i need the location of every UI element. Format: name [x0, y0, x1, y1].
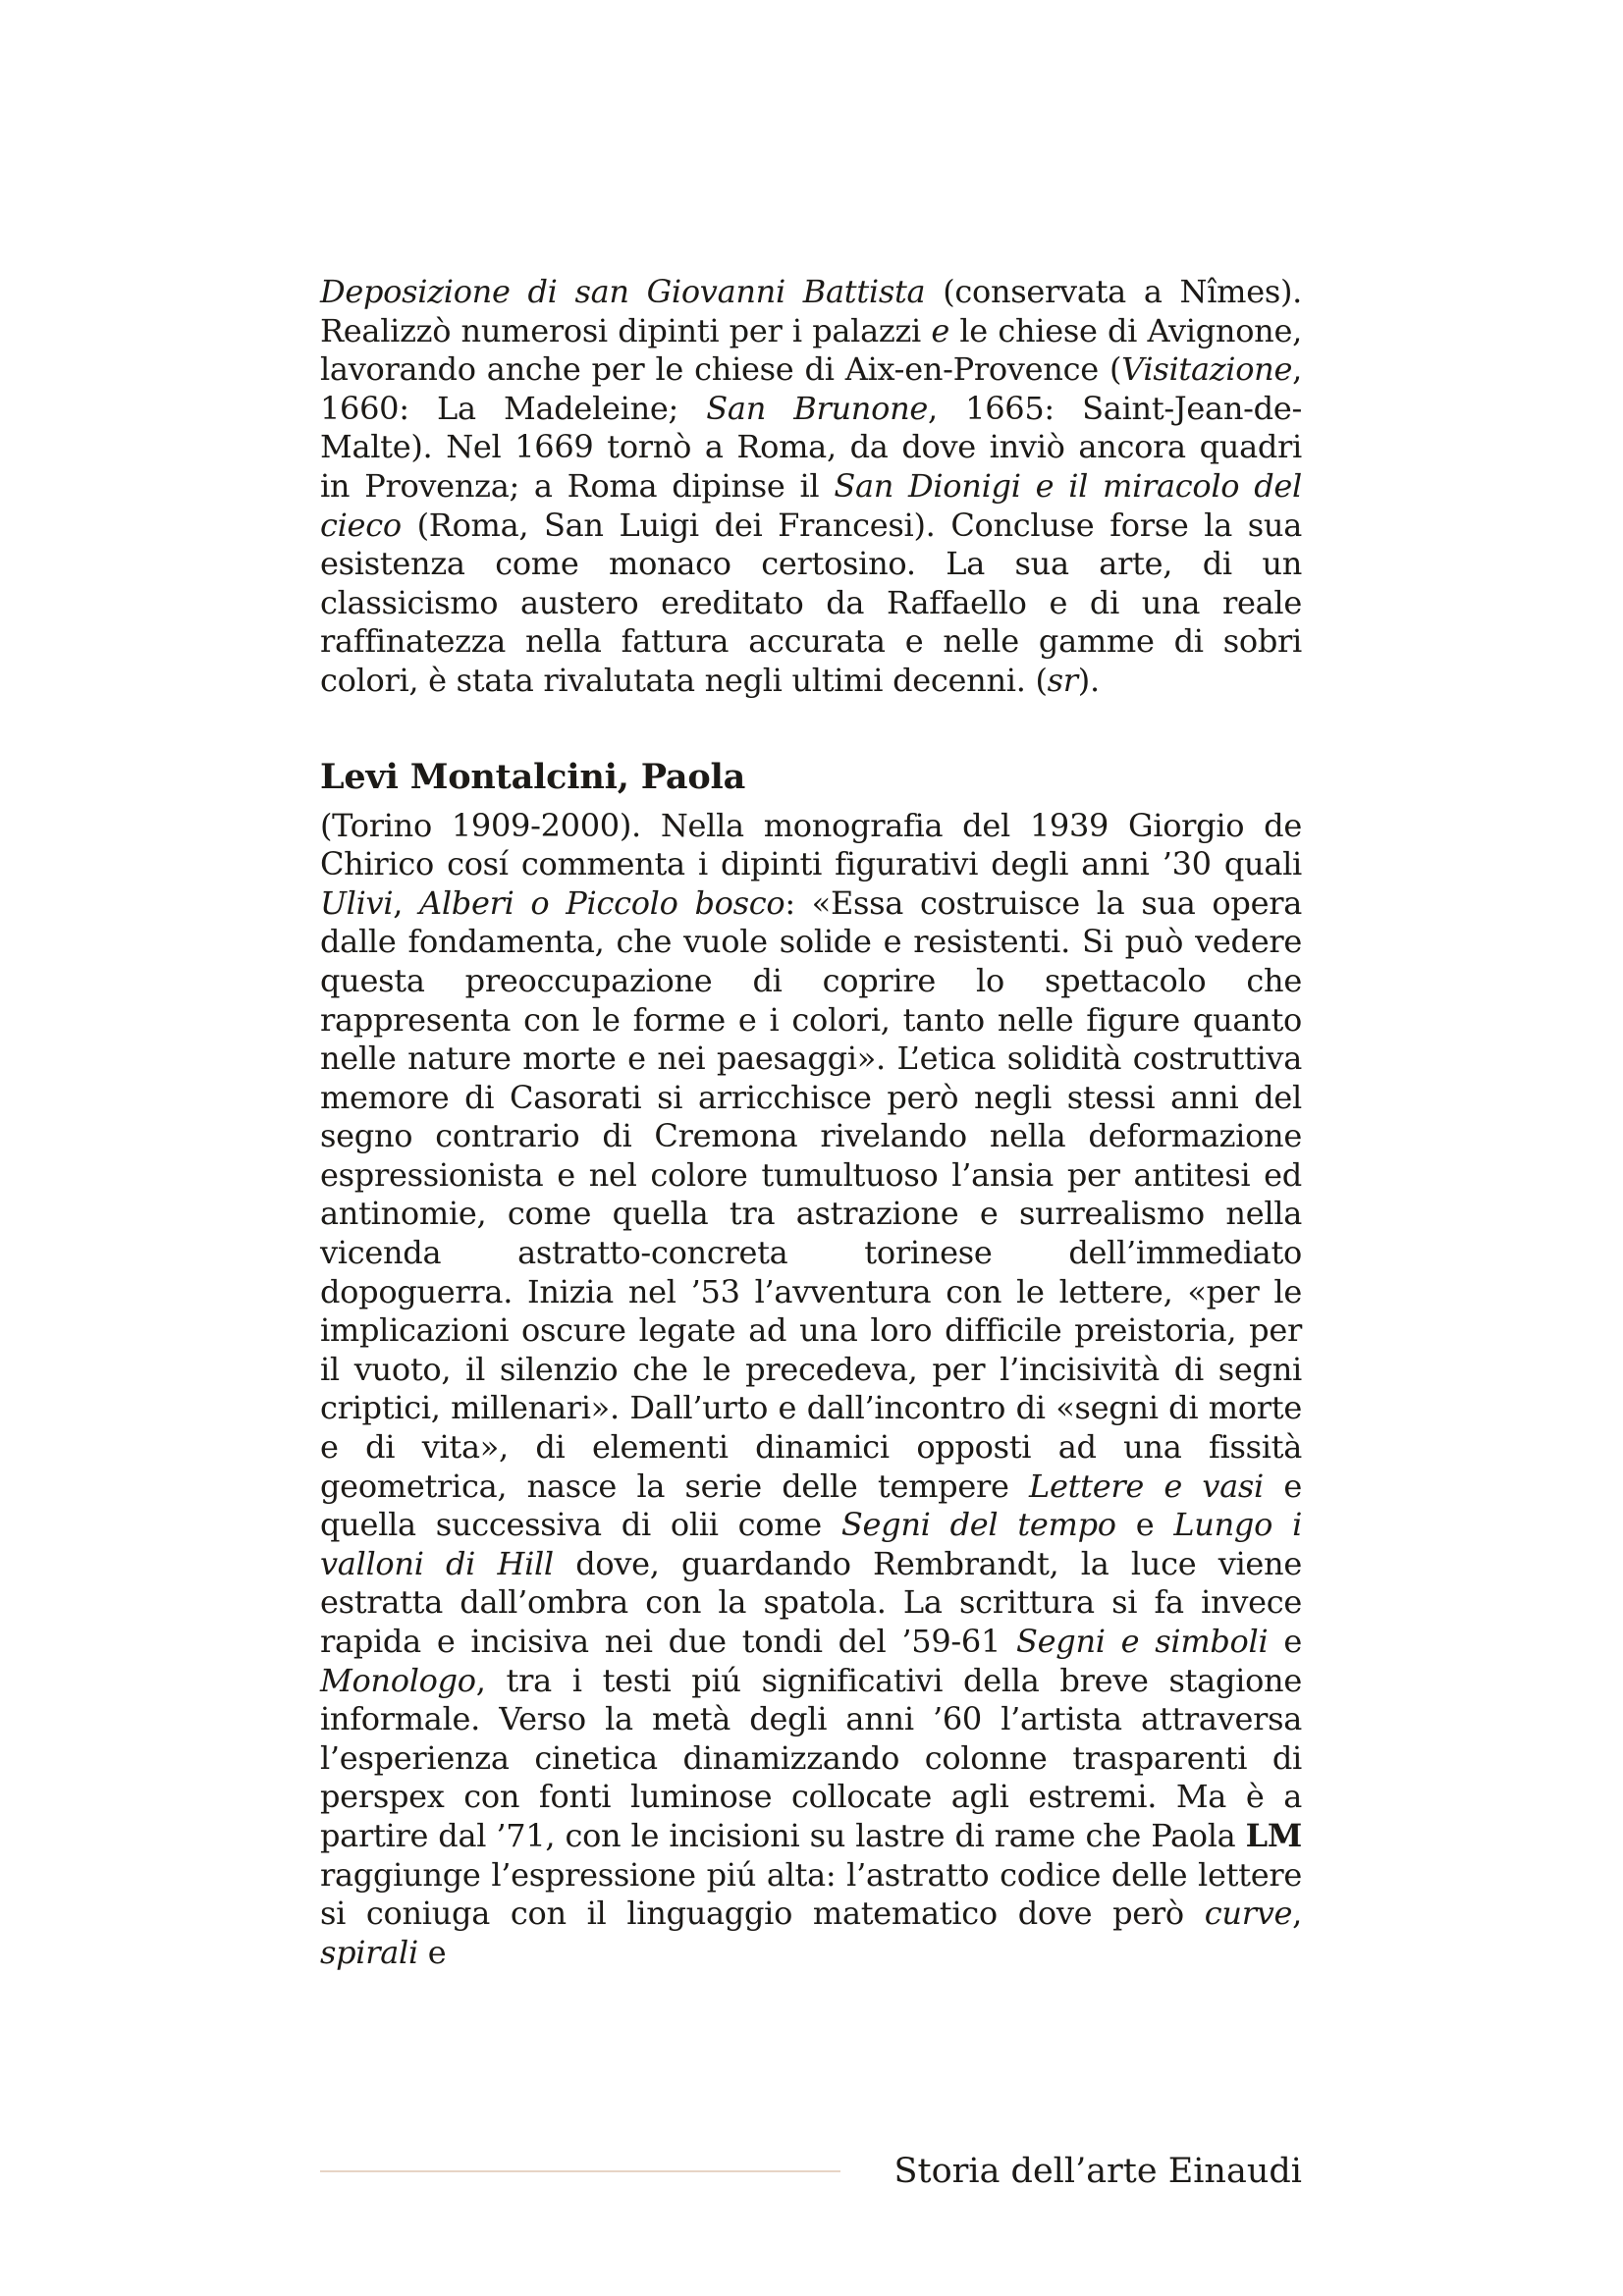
- italic-run: spirali: [320, 1933, 418, 1971]
- page-footer: [320, 2150, 1302, 2193]
- entry-body-continuation: [320, 273, 1302, 701]
- page-content: [320, 273, 1302, 1972]
- bold-run: LM: [1245, 1816, 1302, 1854]
- footer-rule: [320, 2170, 840, 2172]
- text-run: raggiunge l’espressione piú alta: l’astratto codice delle lettere si coniuga con il linguaggio matematico dove però: [320, 1855, 1302, 1933]
- italic-run: Segni e simboli: [1016, 1623, 1269, 1660]
- text-run: (Roma, San Luigi dei Francesi). Concluse forse la sua esistenza come monaco certosino. La sua arte, di un classicismo austero ereditato da Raffaello e di una reale raffinatezza nella fattura accurata e nelle gamme di sobri colori, è stata rivalutata negli ultimi decenni. (: [320, 506, 1302, 699]
- text-run: (Torino 1909-2000). Nella monografia del 1939 Giorgio de Chirico cosí commenta i dipinti figurativi degli anni ’30 quali: [320, 806, 1302, 883]
- italic-run: Monologo: [320, 1661, 476, 1699]
- italic-run: Ulivi: [320, 883, 394, 922]
- text-run: e quella successiva di olii come: [320, 1467, 1302, 1544]
- italic-run: e: [931, 311, 949, 349]
- text-run: le chiese di Avignone, lavorando anche per le chiese di Aix-en-Provence (: [320, 311, 1302, 389]
- text-run: dove, guardando Rembrandt, la luce viene estratta dall’ombra con la spatola. La scrittura si fa invece rapida e incisiva nei due tondi del ’59-61: [320, 1544, 1302, 1660]
- italic-run: curve: [1204, 1895, 1293, 1933]
- text-run: (conservata a Nîmes). Realizzò numerosi dipinti per i palazzi: [320, 273, 1303, 349]
- italic-run: San Brunone: [706, 389, 929, 427]
- text-run: ).: [1077, 661, 1100, 699]
- text-run: ,: [1292, 1895, 1302, 1933]
- italic-run: San Dionigi e il miracolo del cieco: [320, 466, 1302, 544]
- text-run: e: [417, 1933, 447, 1971]
- entry-body-levi-montalcini: [320, 807, 1302, 1973]
- text-run: : «Essa costruisce la sua opera dalle fondamenta, che vuole solide e resistenti. Si può vedere questa preoccupazione di coprire lo spettacolo che rappresenta con le forme e i colori, tanto nelle figure quanto nelle nature morte e nei paesaggi». L’etica solidità costruttiva memore di Casorati si arricchisce però negli stessi anni del segno contrario di Cremona rivelando nella deformazione espressionista e nel colore tumultuoso l’ansia per antitesi ed antinomie, come quella tra astrazione e surrealismo nella vicenda astratto-concreta torinese dell’immediato dopoguerra. Inizia nel ’53 l’avventura con le lettere, «per le implicazioni oscure legate ad una loro difficile preistoria, per il vuoto, il silenzio che le precedeva, per l’incisività di segni criptici, millenari». Dall’urto e dall’incontro di «segni di morte e di vita», di elementi dinamici opposti ad una fissità geometrica, nasce la serie delle tempere: [320, 883, 1302, 1505]
- italic-run: Alberi o Piccolo bosco: [419, 883, 785, 922]
- text-run: , 1660: La Madeleine;: [320, 350, 1302, 427]
- text-run: e: [1115, 1506, 1174, 1544]
- italic-run: Visitazione: [1121, 350, 1293, 389]
- italic-run: Lungo i valloni di Hill: [320, 1506, 1302, 1582]
- italic-run: sr: [1047, 661, 1078, 699]
- italic-run: Lettere e vasi: [1029, 1467, 1264, 1505]
- text-run: ,: [393, 883, 420, 922]
- italic-run: Segni del tempo: [840, 1506, 1116, 1544]
- italic-run: Deposizione di san Giovanni Battista: [320, 273, 926, 310]
- text-run: , tra i testi piú significativi della breve stagione informale. Verso la metà degli anni ’60 l’artista attraversa l’esperienza cinetica dinamizzando colonne trasparenti di perspex con fonti luminose collocate agli estremi. Ma è a partire dal ’71, con le incisioni su lastre di rame che Paola: [320, 1661, 1302, 1854]
- text-run: e: [1268, 1623, 1302, 1660]
- footer-publication-title: Storia dell’arte Einaudi: [893, 2152, 1302, 2191]
- entry-heading: Levi Montalcini, Paola: [320, 756, 746, 797]
- text-run: , 1665: Saint-Jean-de-Malte). Nel 1669 tornò a Roma, da dove inviò ancora quadri in Provenza; a Roma dipinse il: [320, 389, 1302, 505]
